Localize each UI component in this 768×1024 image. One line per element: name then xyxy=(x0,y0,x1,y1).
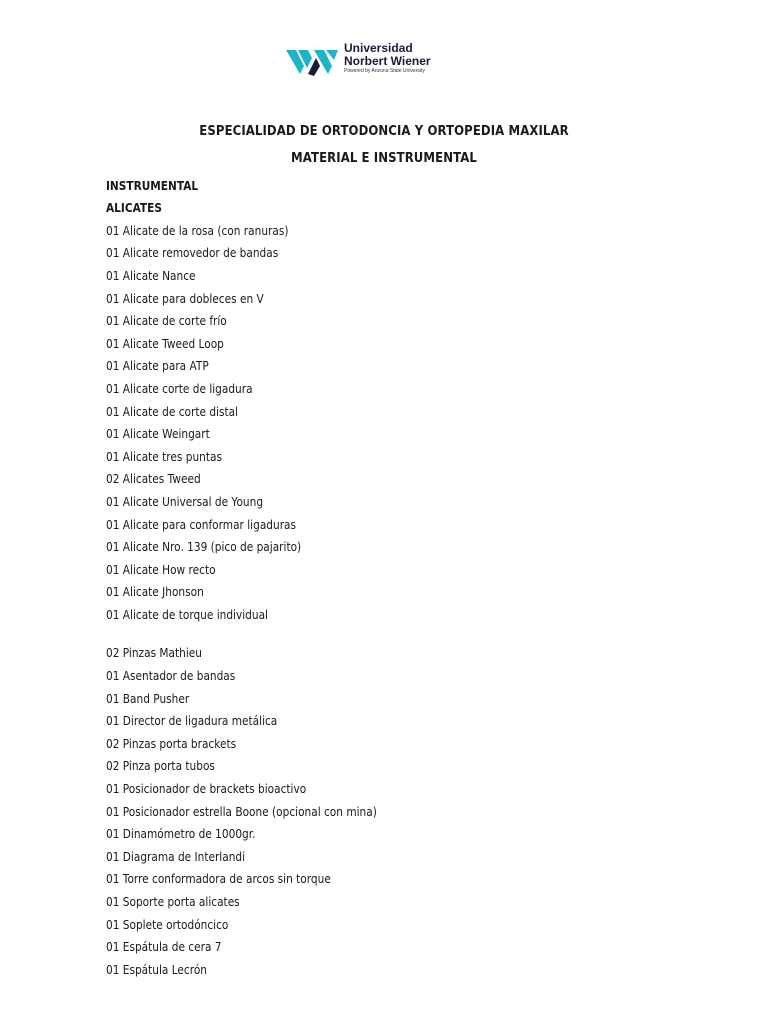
list-item: 01 Diagrama de Interlandi xyxy=(106,849,246,864)
spacer xyxy=(106,626,706,642)
list-item: 01 Torre conformadora de arcos sin torque xyxy=(106,872,331,887)
list-item: 02 Pinza porta tubos xyxy=(106,759,215,774)
document-body xyxy=(106,175,706,981)
list-item: 01 Espátula de cera 7 xyxy=(106,940,222,955)
list-item: 01 Alicate removedor de bandas xyxy=(106,246,279,261)
list-item: 01 Alicate de corte distal xyxy=(106,404,238,419)
list-item: 01 Alicate para conformar ligaduras xyxy=(106,517,297,532)
list-item: 01 Posicionador de brackets bioactivo xyxy=(106,782,307,797)
list-item: 02 Pinzas porta brackets xyxy=(106,736,237,751)
list-item: 01 Alicate de corte frío xyxy=(106,314,227,329)
logo-line-1: Universidad xyxy=(344,41,413,55)
list-item: 02 Pinzas Mathieu xyxy=(106,646,202,661)
list-item: 01 Alicate Weingart xyxy=(106,427,210,442)
university-logo xyxy=(286,42,446,82)
list-item: 01 Alicate How recto xyxy=(106,562,216,577)
list-item: 01 Alicate Tweed Loop xyxy=(106,336,224,351)
list-item: 01 Espátula Lecrón xyxy=(106,962,208,977)
list-item: 01 Alicate de torque individual xyxy=(106,607,268,622)
list-item: 01 Alicate tres puntas xyxy=(106,449,222,464)
list-item: 01 Band Pusher xyxy=(106,691,190,706)
document-subtitle: MATERIAL E INSTRUMENTAL xyxy=(291,151,477,166)
list-item: 01 Asentador de bandas xyxy=(106,669,236,684)
subsection-heading: ALICATES xyxy=(106,201,162,216)
list-item: 01 Director de ligadura metálica xyxy=(106,714,278,729)
document-title: ESPECIALIDAD DE ORTODONCIA Y ORTOPEDIA MAXILAR xyxy=(199,124,569,139)
list-item: 01 Posicionador estrella Boone (opcional con mina) xyxy=(106,804,377,819)
logo-line-3: Powered by Arizona State University xyxy=(344,68,425,74)
logo-line-2: Norbert Wiener xyxy=(344,54,431,68)
university-logo-icon xyxy=(286,46,340,78)
list-item: 01 Alicate Nro. 139 (pico de pajarito) xyxy=(106,540,302,555)
list-item: 01 Alicate corte de ligadura xyxy=(106,381,253,396)
list-item: 01 Alicate Universal de Young xyxy=(106,494,264,509)
list-item: 01 Alicate Nance xyxy=(106,268,196,283)
list-item: 01 Alicate Jhonson xyxy=(106,585,204,600)
section-heading: INSTRUMENTAL xyxy=(106,179,199,193)
list-item: 01 Alicate para ATP xyxy=(106,359,209,374)
list-item: 01 Alicate para dobleces en V xyxy=(106,291,264,306)
alicates-list xyxy=(106,220,706,627)
list-item: 01 Alicate de la rosa (con ranuras) xyxy=(106,223,289,238)
list-item: 02 Alicates Tweed xyxy=(106,472,201,487)
list-item: 01 Dinamómetro de 1000gr. xyxy=(106,827,256,842)
list-item: 01 Soplete ortodóncico xyxy=(106,917,229,932)
list-item: 01 Soporte porta alicates xyxy=(106,895,240,909)
otros-list xyxy=(106,642,706,981)
